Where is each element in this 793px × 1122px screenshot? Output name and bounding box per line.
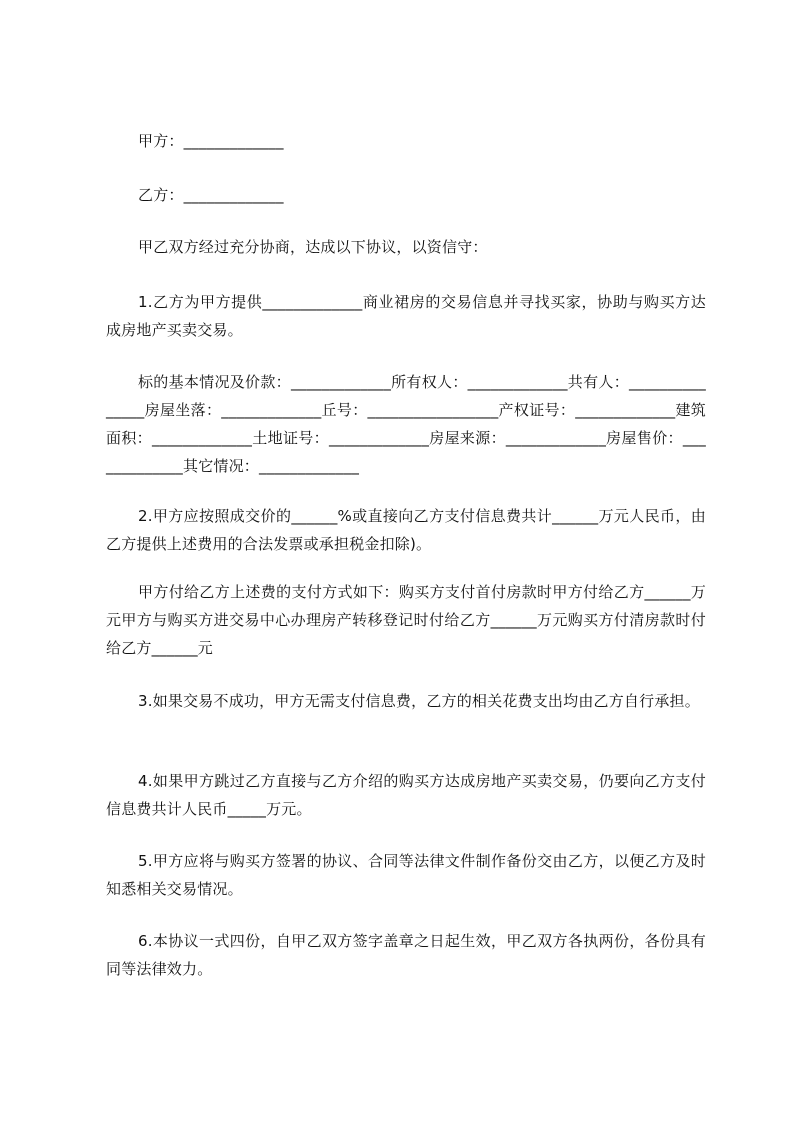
- clause-2: 2.甲方应按照成交价的______%或直接向乙方支付信息费共计______万元人民币，由乙方提供上述费用的合法发票或承担税金扣除)。: [106, 507, 706, 553]
- party-b-line: 乙方：_____________: [138, 186, 284, 204]
- payment-method: 甲方付给乙方上述费的支付方式如下：购买方支付首付房款时甲方付给乙方______万元甲方与购买方进交易中心办理房产转移登记时付给乙方______万元购买方付清房款时付给乙方______元: [106, 583, 706, 657]
- clause-1: 1.乙方为甲方提供_____________商业裙房的交易信息并寻找买家，协助与购买方达成房地产买卖交易。: [106, 293, 706, 339]
- intro-paragraph: 甲乙双方经过充分协商，达成以下协议，以资信守：: [138, 238, 488, 256]
- clause-3: 3.如果交易不成功，甲方无需支付信息费，乙方的相关花费支出均由乙方自行承担。: [138, 692, 700, 710]
- property-details: 标的基本情况及价款：_____________所有权人：_____________共有人：_______________房屋坐落：_____________丘号：_________________产权证号：_____________建筑面积：_____________土地证号：_____________房屋来源：_____________房屋售价：_____________其它情况：_____________: [106, 373, 706, 475]
- clause-5: 5.甲方应将与购买方签署的协议、合同等法律文件制作备份交由乙方，以便乙方及时知悉相关交易情况。: [106, 852, 706, 898]
- clause-6: 6.本协议一式四份，自甲乙双方签字盖章之日起生效，甲乙双方各执两份，各份具有同等法律效力。: [106, 932, 706, 978]
- clause-4: 4.如果甲方跳过乙方直接与乙方介绍的购买方达成房地产买卖交易，仍要向乙方支付信息费共计人民币_____万元。: [106, 772, 706, 818]
- party-a-line: 甲方：_____________: [138, 132, 284, 150]
